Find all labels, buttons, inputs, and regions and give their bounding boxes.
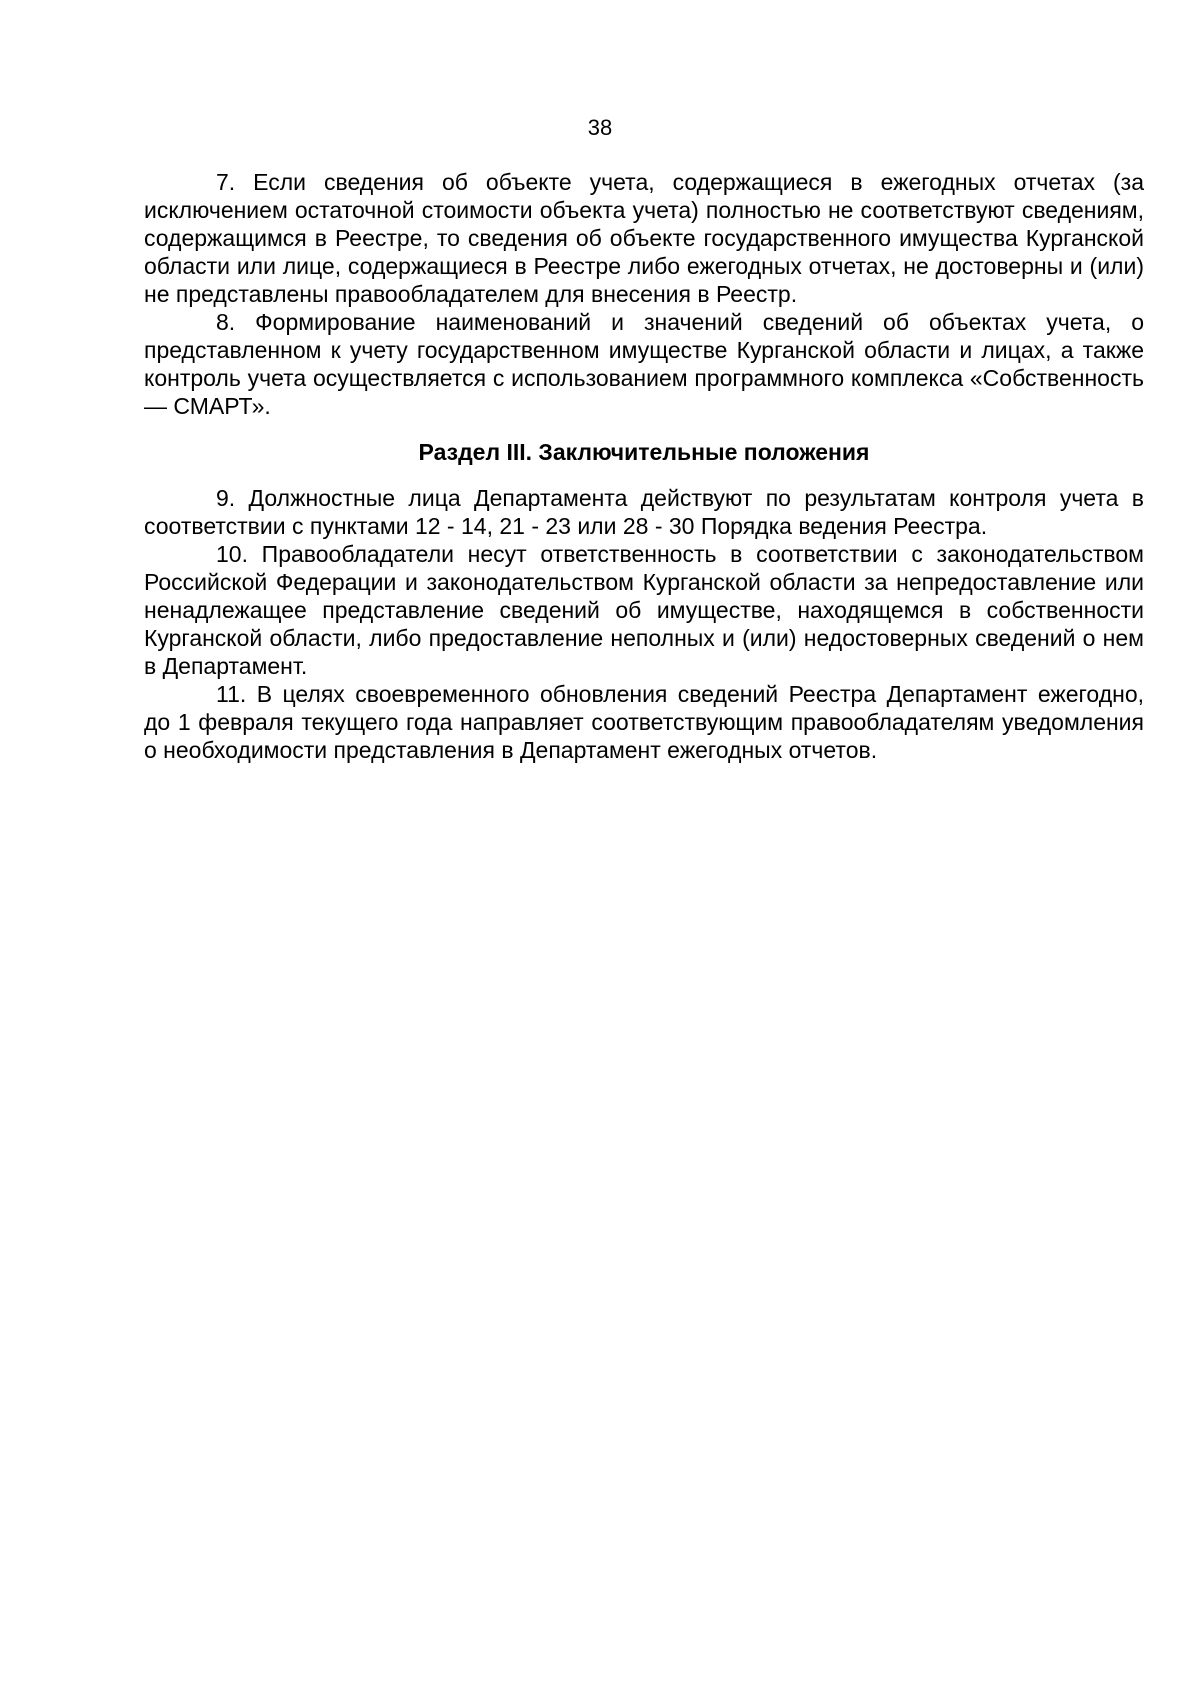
document-body [144,168,1144,764]
paragraph-8: 8. Формирование наименований и значений сведений об объектах учета, о представленном к учету государственном имуществе Курганской области и лицах, а также контроль учета осуществляется с использованием программного комплекса «Собственность — СМАРТ». [144,309,1144,419]
paragraph-9: 9. Должностные лица Департамента действуют по результатам контроля учета в соответствии с пунктами 12 - 14, 21 - 23 или 28 - 30 Порядка ведения Реестра. [144,485,1144,539]
section-heading: Раздел III. Заключительные положения [418,439,870,465]
page-number: 38 [587,115,613,140]
paragraph-10: 10. Правообладатели несут ответственность в соответствии с законодательством Российской Федерации и законодательством Курганской области за непредоставление или ненадлежащее представление сведений об имуществе, находящемся в собственности Курганской области, либо предоставление неполных и (или) недостоверных сведений о нем в Департамент. [144,541,1144,679]
paragraph-7: 7. Если сведения об объекте учета, содержащиеся в ежегодных отчетах (за исключением остаточной стоимости объекта учета) полностью не соответствуют сведениям, содержащимся в Реестре, то сведения об объекте государственного имущества Курганской области или лице, содержащиеся в Реестре либо ежегодных отчетах, не достоверны и (или) не представлены правообладателем для внесения в Реестр. [144,169,1144,307]
paragraph-11: 11. В целях своевременного обновления сведений Реестра Департамент ежегодно, до 1 февраля текущего года направляет соответствующим правообладателям уведомления о необходимости представления в Департамент ежегодных отчетов. [144,681,1144,763]
